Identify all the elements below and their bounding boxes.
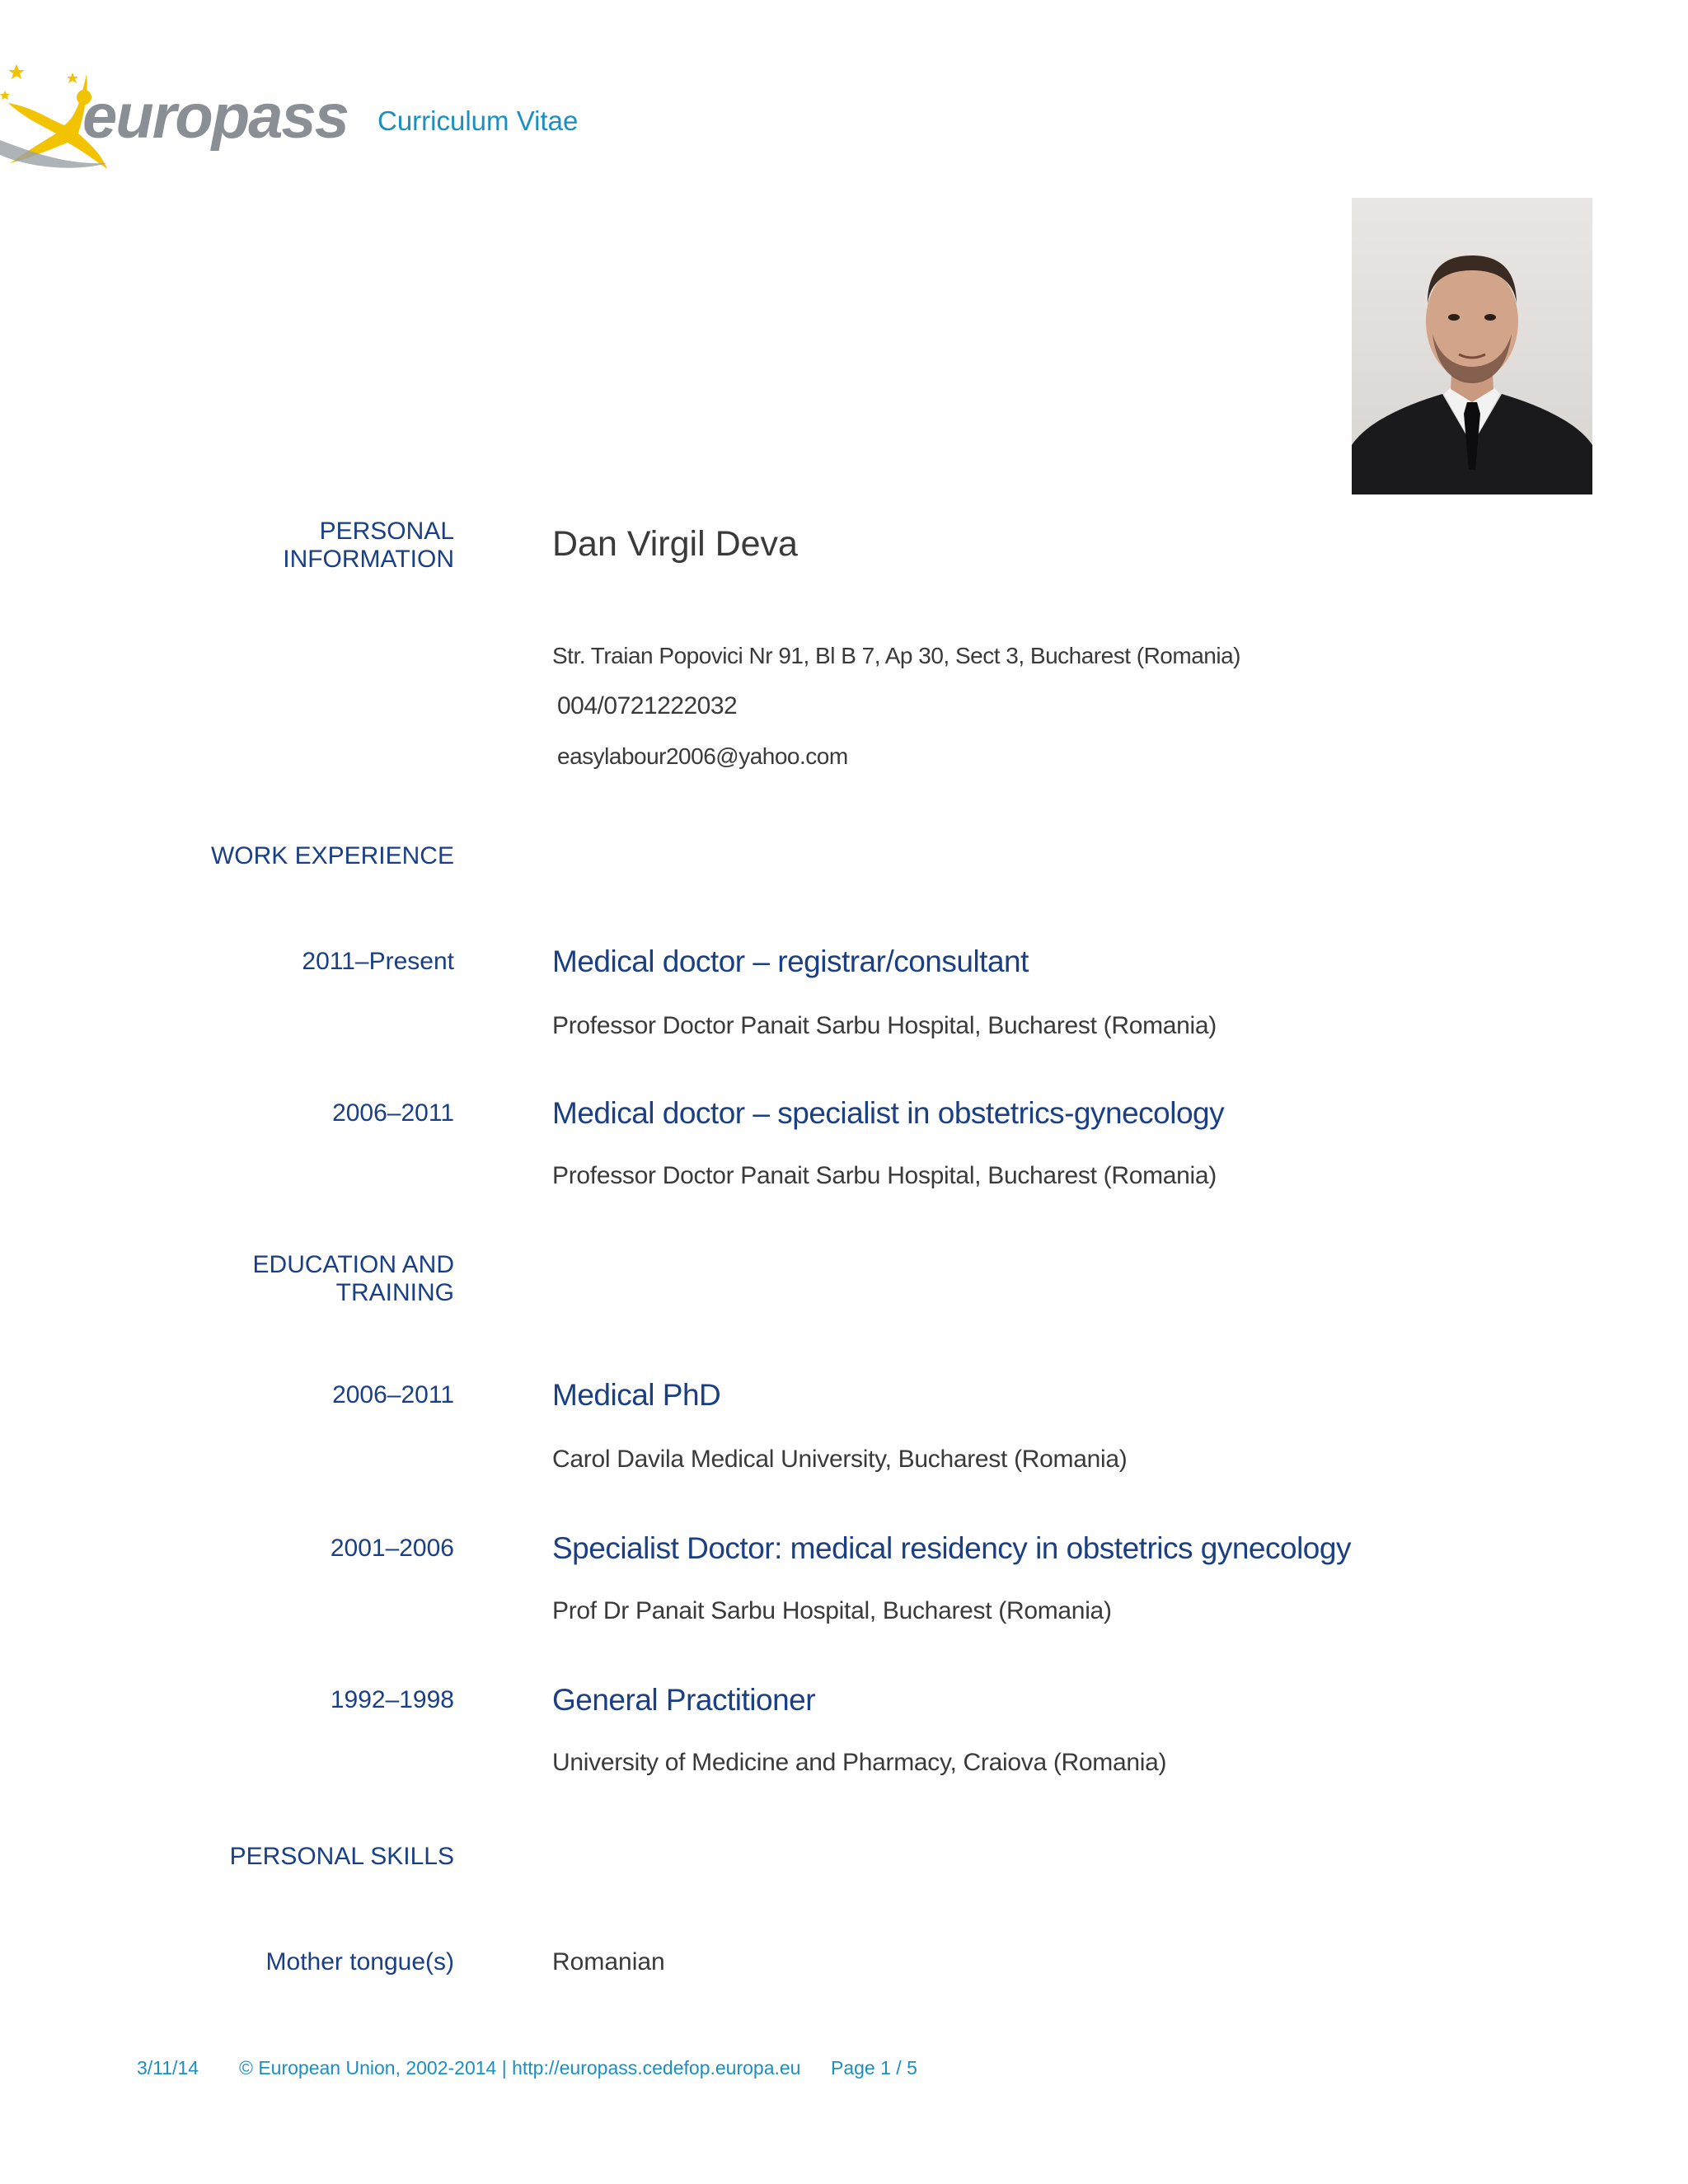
education-dates: 1992–1998: [330, 1686, 454, 1713]
address-text: Str. Traian Popovici Nr 91, Bl B 7, Ap 30, Sect 3, Bucharest (Romania): [552, 643, 1240, 668]
europass-logo-text: europass: [82, 82, 348, 152]
cv-title: Curriculum Vitae: [377, 105, 579, 136]
section-label-education: [253, 1251, 454, 1307]
section-label-line: EDUCATION AND: [252, 1251, 454, 1278]
section-label-line: INFORMATION: [283, 546, 454, 573]
phone-number: 004/0721222032: [557, 692, 738, 719]
education-institution: Prof Dr Panait Sarbu Hospital, Bucharest (Romania): [552, 1597, 1112, 1624]
education-dates: 2006–2011: [332, 1381, 454, 1408]
education-institution: University of Medicine and Pharmacy, Craiova (Romania): [552, 1749, 1167, 1776]
section-label-work-experience: WORK EXPERIENCE: [210, 842, 454, 869]
work-dates: 2006–2011: [332, 1099, 454, 1127]
mother-tongue-value: Romanian: [552, 1948, 665, 1975]
footer-date: 3/11/14: [137, 2057, 199, 2079]
portrait-image: [1352, 198, 1592, 494]
profile-photo: [1352, 198, 1592, 494]
email-link[interactable]: easylabour2006@yahoo.com: [557, 743, 848, 769]
work-employer: Professor Doctor Panait Sarbu Hospital, Bucharest (Romania): [552, 1012, 1217, 1039]
section-label-personal-information: [283, 518, 454, 574]
section-label-line: TRAINING: [335, 1279, 454, 1306]
education-dates: 2001–2006: [330, 1535, 454, 1562]
person-name: Dan Virgil Deva: [552, 524, 798, 564]
education-title: General Practitioner: [552, 1683, 816, 1717]
education-institution: Carol Davila Medical University, Bucharest (Romania): [552, 1446, 1128, 1473]
europass-logo: [0, 58, 348, 173]
work-title: Medical doctor – registrar/consultant: [552, 944, 1029, 978]
section-label-personal-skills: PERSONAL SKILLS: [229, 1843, 454, 1870]
education-title: Specialist Doctor: medical residency in obstetrics gynecology: [552, 1531, 1351, 1565]
education-title: Medical PhD: [552, 1378, 721, 1412]
footer-page-number: Page 1 / 5: [831, 2057, 917, 2079]
footer-copyright[interactable]: © European Union, 2002-2014 | http://europass.cedefop.europa.eu: [239, 2057, 801, 2079]
mother-tongue-label: Mother tongue(s): [265, 1948, 454, 1975]
section-label-line: PERSONAL: [319, 518, 454, 545]
work-dates: 2011–Present: [302, 948, 454, 975]
work-title: Medical doctor – specialist in obstetrics-gynecology: [552, 1096, 1225, 1130]
work-employer: Professor Doctor Panait Sarbu Hospital, Bucharest (Romania): [552, 1162, 1217, 1189]
